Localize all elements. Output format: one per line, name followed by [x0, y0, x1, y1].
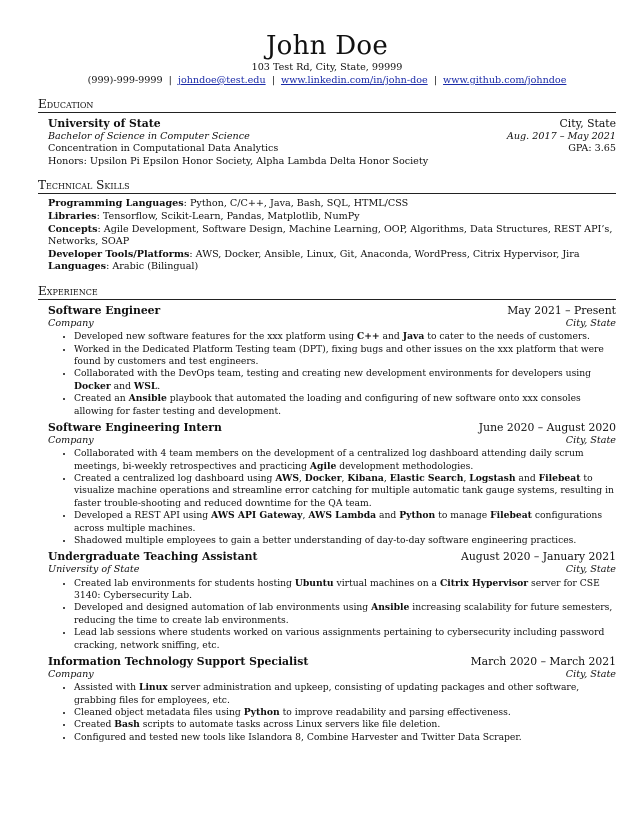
job-bullets: [48, 448, 616, 547]
contact-separator: |: [433, 75, 437, 86]
skill-line: [48, 224, 616, 249]
candidate-name: John Doe: [265, 31, 389, 61]
job-entry: [38, 655, 616, 744]
bullet-item: • Collaborated with 4 team members on the development of a centralized log dashboard attending daily scrum meetings, bi-weekly retrospectives and practicing Agile development methodologies.: [74, 448, 616, 473]
skill-value: : AWS, Docker, Ansible, Linux, Git, Anaconda, WordPress, Citrix Hypervisor, Jira: [189, 248, 580, 260]
degree: Bachelor of Science in Computer Science: [48, 130, 250, 142]
company-name: Company: [48, 434, 94, 446]
bullet-item: • Created lab environments for students hosting Ubuntu virtual machines on a Citrix Hypervisor server for CSE 3140: Cybersecurity Lab.: [74, 578, 616, 603]
school-location: City, State: [559, 117, 616, 130]
school-name: University of State: [48, 117, 161, 130]
linkedin-link[interactable]: www.linkedin.com/in/john-doe: [280, 75, 428, 86]
job-bullets: [48, 682, 616, 744]
skill-line: [48, 249, 616, 262]
bullet-item: • Created an Ansible playbook that automated the loading and configuring of new software onto xxx consoles allowing for faster testing and development.: [74, 393, 616, 418]
job-title: Information Technology Support Specialist: [48, 655, 309, 669]
contact-separator: |: [271, 75, 275, 86]
bullet-item: • Lead lab sessions where students worked on various assignments pertaining to cybersecurity including password cracking, network sniffing, etc.: [74, 627, 616, 652]
resume-page: [38, 26, 616, 747]
phone-number: (999)-999-9999: [87, 75, 163, 86]
bullet-item: • Worked in the Dedicated Platform Testing team (DPT), fixing bugs and other issues on the xxx platform that were found by customers and test engineers.: [74, 344, 616, 369]
contact-separator: |: [168, 75, 172, 86]
job-location: City, State: [565, 564, 616, 575]
job-entry: [38, 421, 616, 547]
education-entry: [38, 117, 616, 168]
job-title: Undergraduate Teaching Assistant: [48, 550, 258, 564]
company-name: University of State: [48, 564, 140, 575]
job-bullets: [48, 331, 616, 418]
address-line: 103 Test Rd, City, State, 99999: [251, 62, 403, 73]
bullet-item: • Cleaned object metadata files using Python to improve readability and parsing effectiveness.: [74, 707, 616, 719]
section-divider: [38, 112, 616, 113]
bullet-item: • Created Bash scripts to automate tasks across Linux servers like file deletion.: [74, 719, 616, 731]
email-link[interactable]: johndoe@test.edu: [177, 75, 266, 86]
job-location: City, State: [565, 317, 616, 329]
bullet-item: • Developed new software features for the xxx platform using C++ and Java to cater to the needs of customers.: [74, 331, 616, 343]
bullet-item: • Developed a REST API using AWS API Gateway, AWS Lambda and Python to manage Filebeat configurations across multiple machines.: [74, 510, 616, 535]
job-dates: June 2020 – August 2020: [478, 420, 616, 434]
section-divider: [38, 193, 616, 194]
job-entry: [38, 304, 616, 418]
job-dates: May 2021 – Present: [507, 303, 616, 317]
job-bullets: [48, 578, 616, 652]
contact-line: [38, 74, 616, 87]
bullet-item: • Developed and designed automation of lab environments using Ansible increasing scalability for future semesters, reducing the time to create lab environments.: [74, 602, 616, 627]
job-dates: March 2020 – March 2021: [470, 655, 616, 669]
skill-label: Programming Languages: [48, 198, 184, 210]
skill-label: Languages: [48, 261, 107, 273]
experience-list: [38, 304, 616, 744]
bullet-item: • Collaborated with the DevOps team, testing and creating new development environments for developers using Docker and WSL.: [74, 368, 616, 393]
job-location: City, State: [565, 668, 616, 680]
bullet-item: • Assisted with Linux server administration and upkeep, consisting of updating packages and other software, grabbing files for employees, etc.: [74, 682, 616, 707]
section-divider: [38, 299, 616, 300]
job-dates: August 2020 – January 2021: [461, 550, 616, 564]
skill-label: Libraries: [48, 210, 97, 222]
job-title: Software Engineering Intern: [48, 420, 222, 434]
skill-line: [48, 211, 616, 224]
company-name: Company: [48, 668, 94, 680]
skill-value: : Python, C/C++, Java, Bash, SQL, HTML/CSS: [183, 198, 409, 210]
gpa: GPA: 3.65: [568, 143, 616, 155]
skill-label: Concepts: [48, 223, 98, 235]
skill-value: : Tensorflow, Scikit-Learn, Pandas, Matplotlib, NumPy: [96, 210, 360, 222]
job-title: Software Engineer: [48, 303, 161, 317]
skill-label: Developer Tools/Platforms: [48, 248, 190, 260]
company-name: Company: [48, 317, 94, 329]
education-dates: Aug. 2017 – May 2021: [506, 130, 616, 142]
job-entry: [38, 550, 616, 652]
skill-value: : Agile Development, Software Design, Machine Learning, OOP, Algorithms, Data Structures, REST API’s, Networks, SOAP: [48, 223, 613, 248]
bullet-item: • Created a centralized log dashboard using AWS, Docker, Kibana, Elastic Search, Logstash and Filebeat to visualize machine operations and streamline error catching for multiple automatic tank gauge systems, resulting in faster trouble-shooting and reduced downtime for the QA team.: [74, 473, 616, 510]
bullet-item: • Configured and tested new tools like Islandora 8, Combine Harvester and Twitter Data Scraper.: [74, 732, 616, 744]
skills-list: [38, 198, 616, 274]
education-heading: Education: [38, 97, 94, 111]
experience-heading: Experience: [38, 283, 98, 298]
job-location: City, State: [565, 434, 616, 446]
honors: Honors: Upsilon Pi Epsilon Honor Society, Alpha Lambda Delta Honor Society: [48, 155, 429, 167]
concentration: Concentration in Computational Data Analytics: [48, 143, 279, 155]
skills-heading: Technical Skills: [38, 178, 130, 193]
bullet-item: • Shadowed multiple employees to gain a better understanding of day-to-day software engineering practices.: [74, 535, 616, 547]
skill-value: : Arabic (Bilingual): [106, 261, 199, 273]
github-link[interactable]: www.github.com/johndoe: [443, 75, 567, 86]
skill-line: [48, 198, 616, 211]
skill-line: [48, 261, 616, 274]
